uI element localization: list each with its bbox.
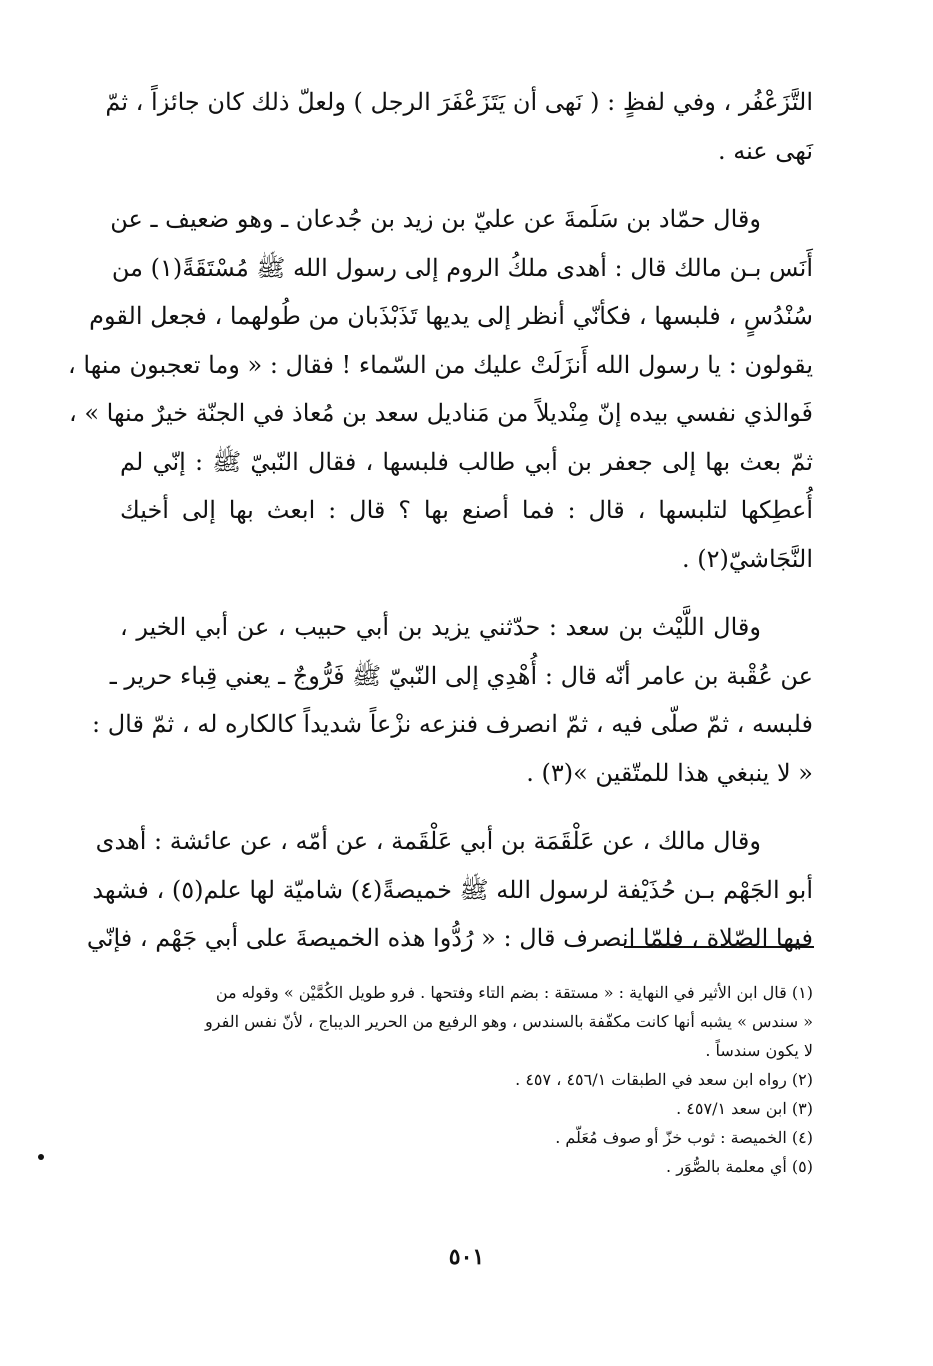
text-line: يقولون : يا رسول الله أَنزَلَتْ عليك من السّماء ! فقال : « وما تعجبون منها ، [68,350,813,379]
text-line: فيها الصّلاة ، فلمّا انصرف قال : « رُدُّوا هذه الخميصةَ على أبي جَهْم ، فإنّي [86,924,813,952]
footnote-line: (٣) ابن سعد ٤٥٧/١ . [676,1099,813,1118]
paragraph [91,603,813,797]
text-line: ثمّ بعث بها إلى جعفر بن أبي طالب فلبسها ، فقال النّبيّ ﷺ : إنّي لم [120,447,814,476]
scan-dot [38,1154,44,1160]
footnote-line: (٢) رواه ابن سعد في الطبقات ٤٥٦/١ ، ٤٥٧ . [515,1070,813,1089]
text-line: أَنَس بـن مالك قال : أهدى ملكُ الروم إلى رسول الله ﷺ مُسْتَقَةً(١) من [111,253,813,282]
text-line: سُنْدُسٍ ، فلبسها ، فكأنّي أنظر إلى يديها تَذَبْذَبان من طُولهما ، فجعل القوم [89,302,813,330]
text-line: أبو الجَهْم بـن حُذَيْفة لرسول الله ﷺ خميصةً(٤) شاميّة لها علم(٥) ، فشهد [92,875,813,904]
paragraph-gap [120,797,813,817]
paragraph [68,195,814,583]
text-line: وقال مالك ، عن عَلْقَمَة بن أبي عَلْقَمة ، عن أمّه ، عن عائشة : أهدى [95,827,761,855]
text-line: عن عُقْبة بن عامر أنّه قال : أُهْدِي إلى النّبيّ ﷺ فَرُّوجٌ ـ يعني قِباء حرير ـ [109,661,813,690]
text-line: « لا ينبغي هذا للمتّقين »(٣) . [526,758,813,787]
main-text [68,78,814,963]
footnote-line: لا يكون سندساً . [705,1041,813,1060]
paragraph-gap [120,175,813,195]
footnote-line: (١) قال ابن الأثير في النهاية : « مستقة : بضم التاء وفتحها . فرو طويل الكُمَّيْن » وقوله من [215,983,813,1002]
footnote [120,1065,813,1094]
footnote [120,1094,813,1123]
footnote [120,1152,813,1181]
text-line: النَّجَاشيّ(٢) . [681,544,813,573]
footnotes [120,978,813,1181]
footnote [120,1123,813,1152]
page-number: ٥٠١ [448,1244,485,1270]
paragraph [86,817,813,963]
text-line: أُعطِكها لتلبسها ، قال : فما أصنع بها ؟ قال : ابعث بها إلى أخيك [120,496,813,524]
paragraph [105,78,813,175]
text-line: وقال حمّاد بن سَلَمةَ عن عليّ بن زيد بن جُدعان ـ وهو ضعيف ـ عن [110,205,761,233]
text-line: فَوالذي نفسي بيده إنّ مِنْديلاً من مَناديل سعد بن مُعاذ في الجنّة خيرٌ منها » ، [68,399,813,427]
text-line: فلبسه ، ثمّ صلّى فيه ، ثمّ انصرف فنزعه نزْعاً شديداً كالكاره له ، ثمّ قال : [91,710,813,738]
text-line: التَّزَعْفُر ، وفي لفظٍ : ( نَهى أن يَتَزَعْفَرَ الرجل ) ولعلّ ذلك كان جائزاً ، ثمّ [105,88,813,116]
footnote-separator [624,946,814,948]
text-line: وقال اللَّيْث بن سعد : حدّثني يزيد بن أبي حبيب ، عن أبي الخير ، [120,613,761,641]
paragraph-gap [120,583,813,603]
footnote [120,978,813,1065]
text-line: نَهى عنه . [717,136,813,165]
footnote-line: (٤) الخميصة : ثوب خزّ أو صوف مُعَلّم . [555,1128,813,1147]
footnote-line: (٥) أي معلمة بالصُّوَر . [666,1157,813,1176]
footnote-line: « سندس » يشبه أنها كانت مكفّفة بالسندس ، وهو الرفيع من الحرير الديباج ، لأنّ نفس الفرو [205,1012,813,1031]
